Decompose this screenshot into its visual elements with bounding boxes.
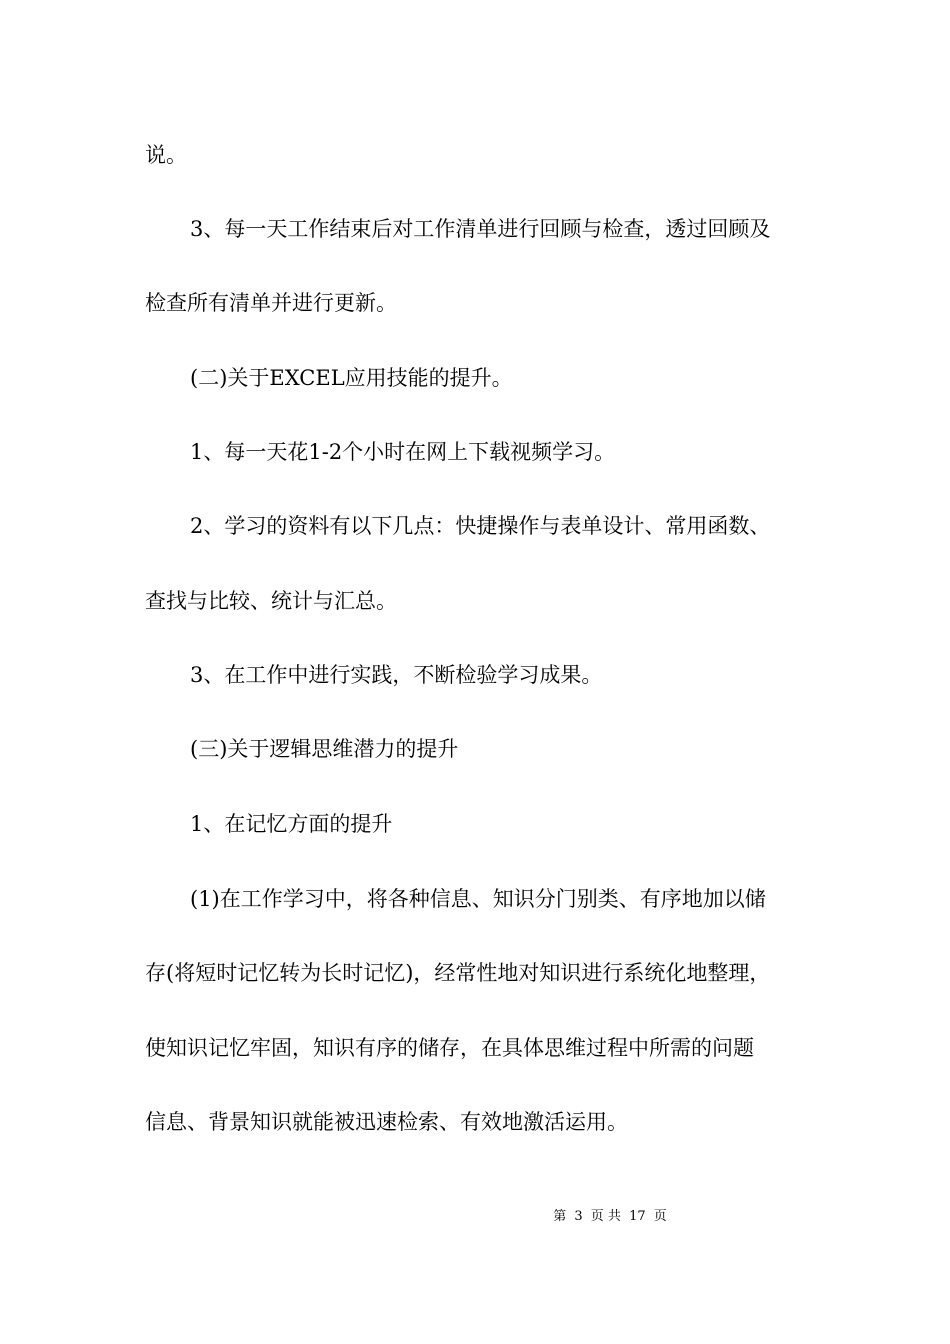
paragraph-line: 说。 [145, 143, 187, 167]
paragraph-line: 1、每一天花1-2个小时在网上下载视频学习。 [190, 440, 616, 464]
paragraph-line: 3、在工作中进行实践，不断检验学习成果。 [190, 663, 603, 687]
paragraph-line: 查找与比较、统计与汇总。 [145, 589, 397, 613]
section-heading: (二)关于EXCEL应用技能的提升。 [190, 366, 513, 390]
subsection-heading: 1、在记忆方面的提升 [190, 812, 393, 836]
section-heading: (三)关于逻辑思维潜力的提升 [190, 737, 459, 761]
paragraph-line: 检查所有清单并进行更新。 [145, 291, 397, 315]
footer-current-page: 3 [574, 1209, 583, 1224]
page-footer [0, 1208, 950, 1226]
paragraph-line: 信息、背景知识就能被迅速检索、有效地激活运用。 [145, 1110, 628, 1134]
footer-total-pages: 17 [629, 1209, 646, 1224]
footer-prefix: 第 [553, 1209, 567, 1224]
footer-middle: 页 共 [590, 1209, 621, 1224]
paragraph-line: 3、每一天工作结束后对工作清单进行回顾与检查，透过回顾及 [190, 217, 771, 241]
paragraph-line: (1)在工作学习中，将各种信息、知识分门别类、有序地加以储 [190, 887, 766, 911]
paragraph-line: 存(将短时记忆转为长时记忆)，经常性地对知识进行系统化地整理， [145, 961, 771, 985]
paragraph-line: 2、学习的资料有以下几点：快捷操作与表单设计、常用函数、 [190, 514, 771, 538]
paragraph-line: 使知识记忆牢固，知识有序的储存，在具体思维过程中所需的问题 [145, 1036, 754, 1060]
footer-suffix: 页 [653, 1209, 667, 1224]
